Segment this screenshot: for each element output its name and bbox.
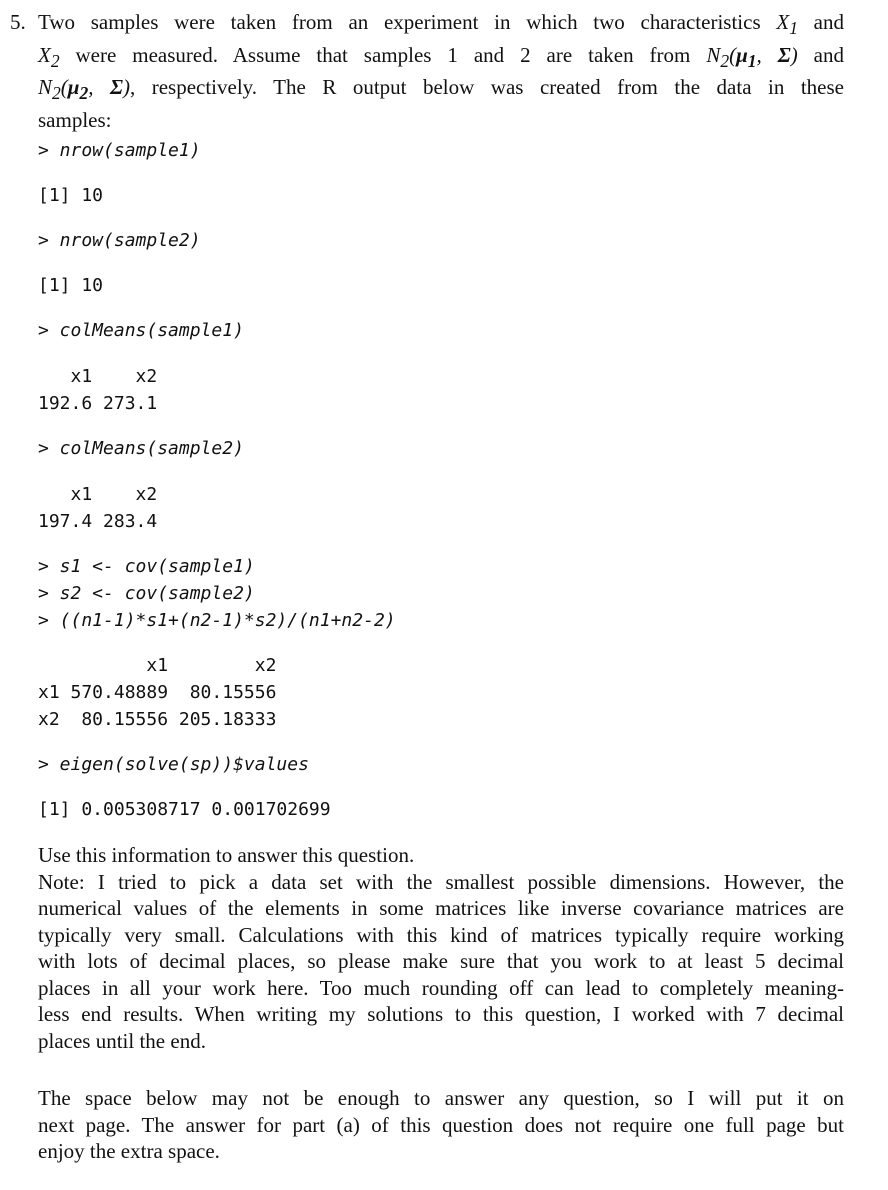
- note-line-8: places until the end.: [38, 1028, 206, 1053]
- r-command-pooled-cov: > ((n1-1)*s1+(n2-1)*s2)/(n1+n2-2): [38, 610, 396, 631]
- question-number: 5.: [10, 10, 26, 34]
- variable-x1: $X_1$: [776, 10, 798, 39]
- r-output-eigen: [1] 0.005308717 0.001702699: [38, 799, 331, 820]
- r-command-colmeans1: > colMeans(sample1): [38, 320, 244, 341]
- note-line-3: numerical values of the elements in some matrices like inverse covariance matrices are: [38, 896, 844, 920]
- r-output-pooled-row1: x1 570.48889 80.15556: [38, 682, 277, 703]
- question-intro: [38, 9, 844, 134]
- space-note-line-2: next page. The answer for part (a) of this question does not require one full page but: [38, 1112, 844, 1137]
- note-line-7: less end results. When writing my solutions to this question, I worked with 7 decimal: [38, 1002, 844, 1026]
- intro-line-3: $N_2(\mu_2$, Σ), respectively. The R output below was created from the data in these: [38, 75, 844, 104]
- note-line-5: with lots of decimal places, so please make sure that you work to at least 5 decimal: [38, 949, 844, 973]
- r-output-colmeans1-header: x1 x2: [38, 366, 158, 387]
- space-note: [38, 1085, 844, 1165]
- r-output-colmeans1-values: 192.6 273.1: [38, 393, 158, 414]
- r-output-nrow2: [1] 10: [38, 275, 104, 296]
- note-line-6: places in all your work here. Too much rounding off can lead to completely meaning-: [38, 975, 844, 1000]
- intro-line-1: Two samples were taken from an experiment in which two characteristics $X_1$ and: [38, 10, 844, 39]
- r-output-nrow1: [1] 10: [38, 185, 104, 206]
- note-line-2: Note: I tried to pick a data set with the smallest possible dimensions. However, the: [38, 869, 844, 894]
- space-note-line-1: The space below may not be enough to answer any question, so I will put it on: [38, 1086, 844, 1110]
- r-command-s1: > s1 <- cov(sample1): [38, 556, 255, 577]
- r-command-colmeans2: > colMeans(sample2): [38, 438, 244, 459]
- r-output-pooled-header: x1 x2: [38, 655, 277, 676]
- intro-line-2: $X_2$ were measured. Assume that samples 1 and 2 are taken from $N_2(\mu_1$, Σ) and: [38, 42, 844, 71]
- r-command-nrow1: > nrow(sample1): [38, 140, 201, 161]
- note-line-4: typically very small. Calculations with this kind of matrices typically require working: [38, 922, 844, 947]
- variable-x2: $X_2$: [38, 42, 60, 71]
- instructions-note: [38, 842, 844, 1054]
- r-output-colmeans2-header: x1 x2: [38, 484, 158, 505]
- note-line-1: Use this information to answer this question.: [38, 843, 415, 867]
- intro-line-4: samples:: [38, 108, 112, 133]
- r-output-pooled-row2: x2 80.15556 205.18333: [38, 709, 277, 730]
- r-command-nrow2: > nrow(sample2): [38, 230, 201, 251]
- r-command-s2: > s2 <- cov(sample2): [38, 583, 255, 604]
- space-note-line-3: enjoy the extra space.: [38, 1139, 220, 1163]
- distribution-1: $N_2(\mu_1$, Σ): [706, 42, 798, 71]
- r-output-colmeans2-values: 197.4 283.4: [38, 511, 158, 532]
- distribution-2: $N_2(\mu_2$, Σ): [38, 75, 130, 104]
- r-command-eigen: > eigen(solve(sp))$values: [38, 754, 309, 775]
